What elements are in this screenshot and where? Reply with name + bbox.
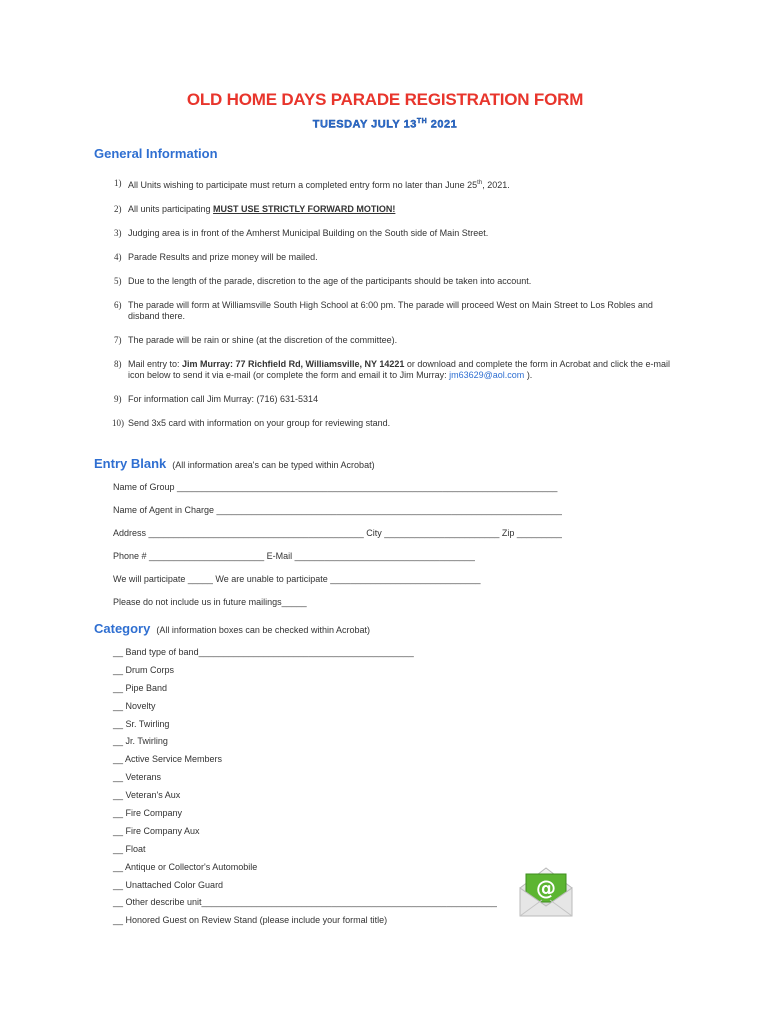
rule-sup: th	[477, 180, 483, 186]
rule-number: 5)	[114, 276, 122, 286]
rule-item	[94, 418, 684, 429]
rule-number: 10)	[112, 418, 124, 428]
participation-field[interactable]: We will participate _____ We are unable to participate ______________________________	[113, 574, 481, 584]
form-title: OLD HOME DAYS PARADE REGISTRATION FORM	[186, 90, 584, 109]
rule-number: 9)	[114, 394, 122, 404]
rule-text-mid: or download and complete the form in Acrobat and click the e-mail icon below to send it via e-mail (or complete the form and email it to Jim Murray:	[128, 359, 671, 380]
event-date-year: 2021	[427, 118, 458, 131]
rule-number: 4)	[114, 252, 122, 262]
category-option[interactable]: __ Drum Corps	[113, 664, 175, 675]
category-option[interactable]: __ Active Service Members	[113, 754, 223, 765]
category-option[interactable]: __ Float	[113, 843, 146, 854]
rule-item	[94, 252, 684, 263]
event-date-main: TUESDAY JULY 13	[312, 118, 417, 131]
general-info-heading: General Information	[94, 146, 218, 161]
category-heading	[94, 621, 370, 636]
category-option[interactable]: __ Unattached Color Guard	[113, 879, 224, 890]
rule-item	[94, 178, 684, 191]
rule-text-post: ).	[524, 370, 533, 380]
category-title: Category	[94, 621, 151, 636]
rule-text: The parade will form at Williamsville South High School at 6:00 pm. The parade will proceed West on Main Street to Los Robles and disband there.	[128, 300, 653, 321]
rule-text: Mail entry to:	[128, 359, 183, 369]
rule-number: 8)	[114, 359, 122, 369]
category-option[interactable]: __ Honored Guest on Review Stand (please include your formal title)	[113, 915, 388, 926]
rule-number: 2)	[114, 204, 122, 214]
email-envelope-icon[interactable]	[516, 864, 576, 920]
rule-item	[94, 300, 684, 322]
svg-text:@: @	[536, 876, 556, 900]
rule-number: 3)	[114, 228, 122, 238]
entry-blank-note: (All information area's can be typed within Acrobat)	[172, 460, 375, 470]
rules-list	[94, 178, 684, 442]
mailing-optout-field[interactable]: Please do not include us in future mailings_____	[113, 597, 307, 607]
category-option[interactable]: __ Veteran's Aux	[113, 790, 181, 801]
category-note: (All information boxes can be checked within Acrobat)	[156, 625, 370, 635]
mail-address: Jim Murray: 77 Richfield Rd, Williamsville, NY 14221	[182, 359, 405, 369]
rule-item	[94, 394, 684, 405]
category-option[interactable]: __ Jr. Twirling	[113, 736, 168, 747]
rule-item	[94, 335, 684, 346]
category-option[interactable]: __ Pipe Band	[113, 682, 168, 693]
rule-text: Judging area is in front of the Amherst Municipal Building on the South side of Main Street.	[128, 228, 489, 238]
rule-text: For information call Jim Murray: (716) 631-5314	[128, 394, 319, 404]
category-option[interactable]: __ Novelty	[113, 700, 156, 711]
category-option[interactable]: __ Sr. Twirling	[113, 718, 170, 729]
event-date-suffix: TH	[416, 118, 428, 125]
rule-text-after: , 2021.	[482, 180, 510, 190]
category-option[interactable]: __ Other describe unit___________________________________________________________	[113, 897, 497, 908]
rule-number: 6)	[114, 300, 122, 310]
category-option[interactable]: __ Veterans	[113, 772, 162, 783]
rule-text: All Units wishing to participate must return a completed entry form no later than June 25	[128, 180, 478, 190]
rule-item	[94, 276, 684, 287]
email-link[interactable]: jm63629@aol.com	[449, 370, 525, 380]
phone-email-field[interactable]: Phone # _______________________ E-Mail ____________________________________	[113, 551, 475, 561]
category-option[interactable]: __ Antique or Collector's Automobile	[113, 861, 258, 872]
rule-item	[94, 359, 684, 381]
rule-text: Due to the length of the parade, discretion to the age of the participants should be taken into account.	[128, 276, 532, 286]
event-date	[0, 118, 770, 131]
category-option[interactable]: __ Fire Company Aux	[113, 825, 200, 836]
entry-blank-title: Entry Blank	[94, 456, 167, 471]
rule-number: 1)	[114, 178, 122, 188]
agent-name-field[interactable]: Name of Agent in Charge _____________________________________________________________________	[113, 505, 562, 515]
rule-number: 7)	[114, 335, 122, 345]
entry-blank-heading	[94, 456, 375, 471]
rule-item	[94, 204, 684, 215]
category-list	[113, 647, 497, 933]
rule-text: Parade Results and prize money will be mailed.	[128, 252, 318, 262]
group-name-field[interactable]: Name of Group ____________________________________________________________________________	[113, 482, 558, 492]
rule-item	[94, 228, 684, 239]
category-option[interactable]: __ Fire Company	[113, 808, 183, 819]
rule-text: Send 3x5 card with information on your group for reviewing stand.	[128, 418, 391, 428]
rule-text: All units participating	[128, 204, 214, 214]
rule-emphasis: MUST USE STRICTLY FORWARD MOTION!	[213, 204, 396, 214]
rule-text: The parade will be rain or shine (at the discretion of the committee).	[128, 335, 398, 345]
category-option[interactable]: __ Band type of band___________________________________________	[113, 647, 414, 657]
address-field[interactable]: Address ___________________________________________ City _______________________ Zip _________	[113, 528, 562, 538]
